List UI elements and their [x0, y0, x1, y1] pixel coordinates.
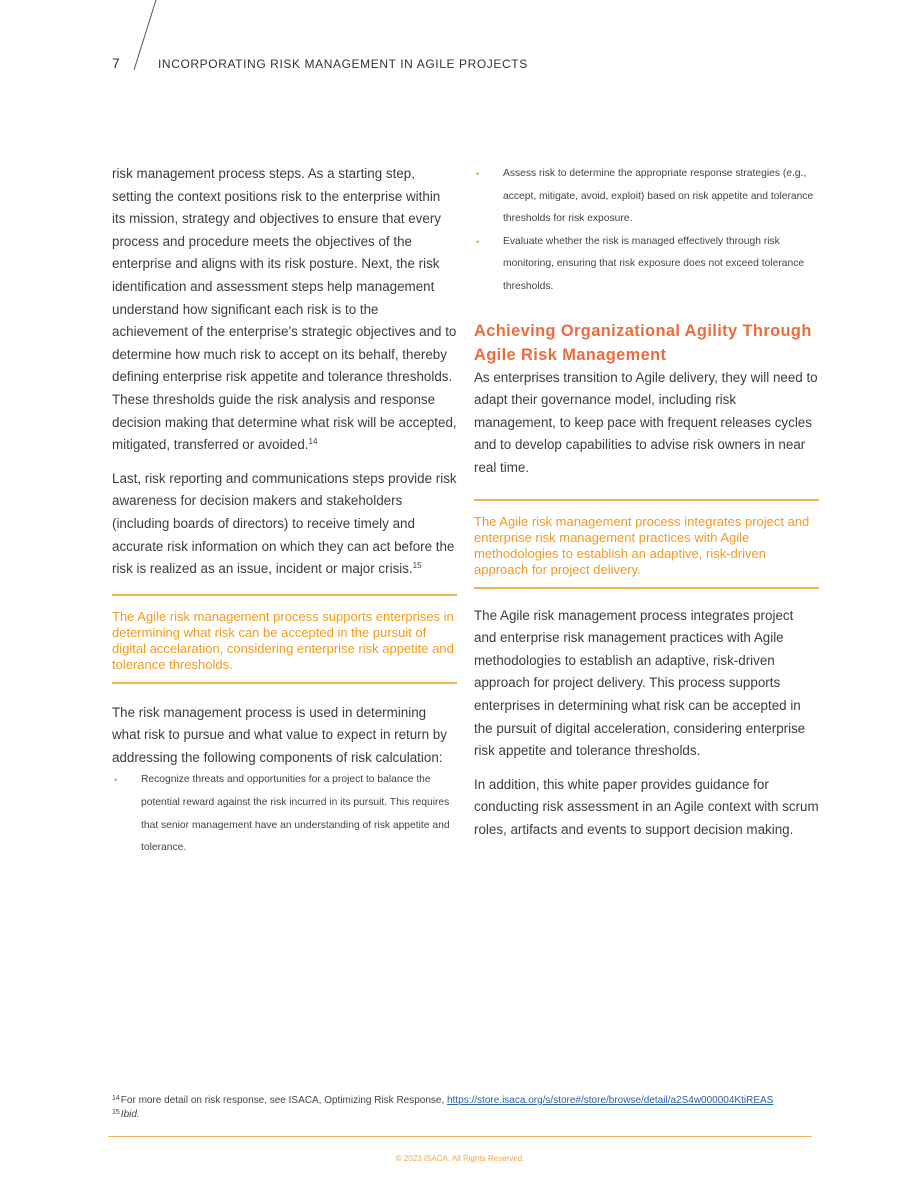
right-paragraph-3: In addition, this white paper provides guidance for conducting risk assessment in an Agile context with scrum roles, artifacts and events to support decision making.: [474, 776, 819, 837]
left-column: [112, 163, 457, 860]
list-item: • Assess risk to determine the appropriate response strategies (e.g., accept, mitigate, avoid, exploit) based on risk appetite and tolerance thresholds for risk exposure.: [474, 163, 819, 231]
copyright-notice: © 2023 ISACA. All Rights Reserved.: [395, 1154, 525, 1163]
running-title: INCORPORATING RISK MANAGEMENT IN AGILE PROJECTS: [158, 57, 528, 71]
footnote-14: $^{14}$For more detail on risk response, see ISACA, Optimizing Risk Response, https://store.isaca.org/s/store#/store/browse/detail/a2S4w000004KtiREAS: [112, 1095, 774, 1106]
footnote-link[interactable]: https://store.isaca.org/s/store#/store/browse/detail/a2S4w000004KtiREAS: [447, 1095, 774, 1106]
right-paragraph-2: The Agile risk management process integrates project and enterprise risk management practices with Agile methodologies to establish an adaptive, risk-driven approach for project delivery. This process supports enterprises in determining what risk can be accepted in the pursuit of digital acceleration, considering enterprise risk appetite and tolerance thresholds.: [474, 607, 806, 759]
section-heading: Achieving Organizational Agility Through Agile Risk Management: [474, 321, 812, 364]
footnotes: [112, 1093, 812, 1121]
footnote-ref-15[interactable]: 15: [412, 561, 422, 571]
pull-quote-left: The Agile risk management process supports enterprises in determining what risk can be accepted in the pursuit of digital accelaration, considering enterprise risk appetite and tolerance thresholds.: [112, 594, 457, 684]
page-number: 7: [112, 55, 120, 71]
list-item: • Recognize threats and opportunities for a project to balance the potential reward against the risk incurred in its pursuit. This requires that senior management have an understanding of risk appetite and tolerance.: [112, 769, 457, 859]
pull-quote-right: The Agile risk management process integrates project and enterprise risk management practices with Agile methodologies to establish an adaptive, risk-driven approach for project delivery.: [474, 499, 819, 589]
header-slash-divider: [128, 0, 158, 72]
footnote-15: $^{15}$Ibid.: [112, 1109, 140, 1120]
right-column: [474, 163, 819, 841]
footer-divider: [108, 1136, 812, 1137]
left-paragraph-1: risk management process steps. As a starting step, setting the context positions risk to the enterprise within its mission, strategy and objectives to ensure that every process and procedure meets the objectives of the enterprise and aligns with its risk posture. Next, the risk identification and assessment steps help management understand how significant each risk is to the achievement of the enterprise’s strategic objectives and to determine how much risk to accept on its behalf, thereby defining enterprise risk appetite and tolerance thresholds. These thresholds guide the risk analysis and response decision making that determine what risk will be accepted, mitigated, transferred or avoided.$^{14}$: [112, 166, 457, 453]
list-item: • Evaluate whether the risk is managed effectively through risk monitoring, ensuring that risk exposure does not exceed tolerance thresholds.: [474, 231, 819, 299]
right-bullet-list: [474, 163, 819, 299]
right-paragraph-1: As enterprises transition to Agile delivery, they will need to adapt their governance model, including risk management, to keep pace with frequent releases cycles and to develop capabilities to advise risk owners in near real time.: [474, 369, 818, 475]
left-paragraph-3: The risk management process is used in determining what risk to pursue and what value to expect in return by addressing the following components of risk calculation:: [112, 704, 447, 765]
left-bullet-list: [112, 769, 457, 859]
footnote-ref-14[interactable]: 14: [308, 437, 318, 447]
left-paragraph-2: Last, risk reporting and communications steps provide risk awareness for decision makers and stakeholders (including boards of directors) to receive timely and accurate risk information on which they can act before the risk is realized as an issue, incident or major crisis.$^{15}$: [112, 470, 457, 577]
